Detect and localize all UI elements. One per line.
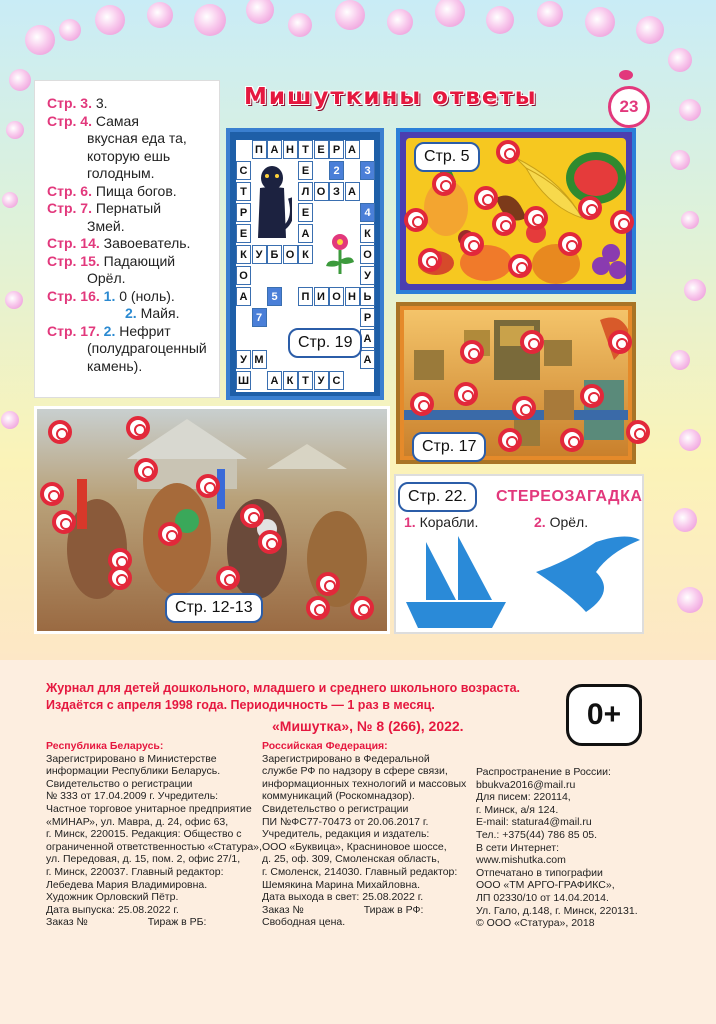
flower-blossom: [2, 192, 18, 208]
crossword-cell: К: [360, 224, 375, 243]
info-line: В сети Интернет:: [476, 841, 559, 854]
info-line: № 333 от 17.04.2009 г. Учредитель:: [46, 790, 219, 803]
answer-text: Пища богов.: [95, 182, 177, 199]
stereo-answer-1: 1. Корабли.: [404, 514, 479, 530]
battle-page-label: Стр. 12-13: [165, 593, 263, 623]
answer-marker-icon: [492, 212, 516, 236]
answer-page-ref: Стр. 3.: [47, 95, 92, 111]
answer-marker-icon: [418, 248, 442, 272]
crossword-cell: Т: [298, 140, 313, 159]
answer-marker-icon: [626, 420, 650, 444]
answer-marker-icon: [558, 232, 582, 256]
answer-marker-icon: [460, 340, 484, 364]
answer-line: [47, 358, 211, 376]
info-line: ПИ №ФС77-70473 от 20.06.2017 г.: [262, 815, 429, 828]
flower-blossom: [677, 587, 703, 613]
info-line: д. 25, оф. 309, Смоленская область,: [262, 853, 440, 866]
answer-line: [47, 235, 211, 253]
crossword-cell: Е: [314, 140, 329, 159]
flower-blossom: [670, 350, 690, 370]
answer-page-ref: Стр. 17.: [47, 322, 100, 339]
crossword-cell: 7: [252, 308, 267, 327]
distribution-info: [476, 766, 638, 930]
crossword-cell: 5: [267, 287, 282, 306]
crossword-cell: Р: [360, 308, 375, 327]
crossword-cell: А: [345, 182, 360, 201]
info-line: ООО «ТМ АРГО-ГРАФИКС»,: [476, 879, 615, 892]
crossword-cell: А: [345, 140, 360, 159]
stereo-heading: СТЕРЕОЗАГАДКА: [496, 488, 643, 505]
crossword-cell: О: [329, 287, 344, 306]
crossword-panel: [226, 128, 384, 400]
flower-blossom: [673, 508, 697, 532]
crossword-cell: Б: [267, 245, 282, 264]
answer-marker-icon: [610, 210, 634, 234]
flower-blossom: [585, 7, 615, 37]
answer-number: 2.: [103, 322, 116, 339]
info-line: Лебедева Мария Владимировна.: [46, 878, 208, 891]
answer-text: 0 (ноль).: [119, 287, 175, 304]
answer-line: [47, 323, 211, 341]
battle-puzzle-panel: [34, 406, 390, 634]
issue-number: «Мишутка», № 8 (266), 2022.: [272, 718, 464, 734]
answer-marker-icon: [52, 510, 76, 534]
answer-text: Нефрит: [119, 322, 171, 339]
crossword-cell: О: [283, 245, 298, 264]
answer-text: Самая: [95, 112, 139, 129]
info-line: Частное торговое унитарное предприятие: [46, 802, 252, 815]
crossword-cell: Т: [298, 371, 313, 390]
answer-marker-icon: [524, 206, 548, 230]
crossword-cell: Р: [329, 140, 344, 159]
crossword-cell: А: [236, 287, 251, 306]
info-line: Дата выпуска: 25.08.2022 г.: [46, 903, 179, 916]
crossword-cell: С: [236, 161, 251, 180]
flower-blossom: [679, 429, 701, 451]
answer-marker-icon: [350, 596, 374, 620]
crossword-cell: У: [252, 245, 267, 264]
info-line: «МИНАР», ул. Мавра, д. 24, офис 63,: [46, 815, 229, 828]
crossword-cell: К: [283, 371, 298, 390]
answer-line: [47, 270, 211, 288]
answer-page-ref: Стр. 4.: [47, 112, 92, 129]
answer-marker-icon: [460, 232, 484, 256]
answer-marker-icon: [520, 330, 544, 354]
info-line: www.mishutka.com: [476, 854, 566, 867]
info-line: г. Минск, 220015. Редакция: Общество с: [46, 828, 242, 841]
answer-text: вкусная еда та,: [87, 130, 187, 146]
answer-text: 3.: [95, 95, 108, 111]
crossword-cell: Н: [345, 287, 360, 306]
crossword-cell: З: [329, 182, 344, 201]
answer-line: [47, 95, 211, 113]
flower-illustration: [320, 230, 360, 274]
flower-blossom: [95, 5, 125, 35]
paw-icon: [619, 70, 633, 80]
flower-blossom: [486, 6, 514, 34]
info-line: службе РФ по надзору в сфере связи,: [262, 765, 448, 778]
info-line: ограниченной ответственностью «Статура»,: [46, 840, 262, 853]
crossword-cell: 4: [360, 203, 375, 222]
answer-text: Падающий: [103, 252, 176, 269]
answer-page-ref: Стр. 15.: [47, 252, 100, 269]
answer-marker-icon: [196, 474, 220, 498]
answer-line: [47, 183, 211, 201]
crossword-cell: Е: [298, 161, 313, 180]
magazine-description: Журнал для детей дошкольного, младшего и среднего школьного возраста. Издаётся с апреля 1998 года. Периодичность — 1 раз в месяц.: [46, 681, 521, 712]
flower-blossom: [681, 211, 699, 229]
info-line: информации Республики Беларусь.: [46, 765, 221, 778]
info-line: ООО «Буквица», Красниновое шоссе,: [262, 840, 447, 853]
answer-marker-icon: [498, 428, 522, 452]
answer-number: 1.: [103, 287, 116, 304]
info-line: E-mail: statura4@mail.ru: [476, 816, 592, 829]
answer-marker-icon: [40, 482, 64, 506]
answer-marker-icon: [410, 392, 434, 416]
answer-page-ref: Стр. 16.: [47, 287, 100, 304]
crossword-cell: А: [267, 140, 282, 159]
answer-page-ref: Стр. 7.: [47, 200, 92, 216]
info-line: коммуникаций (Роскомнадзор).: [262, 790, 415, 803]
answer-marker-icon: [404, 208, 428, 232]
crossword-cell: 3: [360, 161, 375, 180]
info-line: Распространение в России:: [476, 766, 611, 778]
answer-text: которую ешь: [87, 147, 171, 164]
info-line: г. Смоленск, 214030. Главный редактор:: [262, 865, 458, 878]
flower-blossom: [684, 279, 706, 301]
crossword-page-label: Стр. 19: [288, 328, 362, 358]
crossword-cell: Е: [298, 203, 313, 222]
flower-blossom: [288, 13, 312, 37]
info-line: bbukva2016@mail.ru: [476, 778, 576, 791]
info-line: Художник Орловский Пётр.: [46, 891, 179, 904]
age-rating-badge: 0+: [566, 684, 642, 746]
answer-text: Орёл.: [87, 270, 126, 286]
stereo-answer-2: 2. Орёл.: [534, 514, 589, 530]
answer-text: голодным.: [87, 165, 155, 181]
crossword-cell: К: [298, 245, 313, 264]
answer-marker-icon: [108, 566, 132, 590]
crossword-cell: М: [252, 350, 267, 369]
flower-blossom: [5, 291, 23, 309]
answer-marker-icon: [134, 458, 158, 482]
page-title: Мишуткины ответы: [244, 84, 538, 110]
answer-marker-icon: [432, 172, 456, 196]
answer-text: Завоеватель.: [103, 235, 191, 251]
info-line: г. Минск, а/я 124.: [476, 803, 559, 816]
russia-info: Российская Федерация: Зарегистрировано в Федеральной службе РФ по надзору в сфере связи, информационных технологий и массовых коммуникаций (Роскомнадзор). Свидетельство о регистрации ПИ №ФС77-70473 от 20.06.2017 г. Учредитель, редакция и издатель: ООО «Буквица», Красниновое шоссе, д. 25, оф. 309, Смоленская область, г. Смоленск, 214030. Главный редактор: Шемякина Марина Михайловна. Дата выхода в свет: 25.08.2022 г. Заказ № Тираж в РФ: Свободная цена.: [262, 740, 467, 929]
answer-line: [47, 218, 211, 236]
crossword-cell: О: [360, 245, 375, 264]
crossword-cell: Л: [298, 182, 313, 201]
flower-blossom: [1, 411, 19, 429]
info-line: информационных технологий и массовых: [262, 777, 467, 790]
flower-blossom: [668, 48, 692, 72]
info-line: Дата выхода в свет: 25.08.2022 г.: [262, 891, 424, 904]
answer-marker-icon: [158, 522, 182, 546]
crossword-cell: У: [360, 266, 375, 285]
answer-marker-icon: [258, 530, 282, 554]
flower-blossom: [9, 69, 31, 91]
answer-line: [47, 200, 211, 218]
crossword-cell: У: [314, 371, 329, 390]
answer-marker-icon: [560, 428, 584, 452]
flower-blossom: [147, 2, 173, 28]
answer-text: Майя.: [140, 305, 180, 321]
answer-marker-icon: [316, 572, 340, 596]
crossword-cell: А: [298, 224, 313, 243]
info-line: г. Минск, 220037. Главный редактор:: [46, 865, 224, 878]
info-line: Свидетельство о регистрации: [46, 777, 193, 790]
answer-marker-icon: [496, 140, 520, 164]
crossword-cell: А: [360, 329, 375, 348]
answer-line: [47, 340, 211, 358]
info-line: ул. Передовая, д. 15, пом. 2, офис 27/1,: [46, 853, 241, 866]
crossword-cell: Ш: [236, 371, 251, 390]
info-line: Учредитель, редакция и издатель:: [262, 828, 430, 841]
crossword-cell: О: [236, 266, 251, 285]
crossword-cell: П: [298, 287, 313, 306]
fruit-page-label: Стр. 5: [414, 142, 480, 172]
belarus-info: Республика Беларусь: Зарегистрировано в Министерстве информации Республики Беларусь. Свидетельство о регистрации № 333 от 17.04.2009 г. Учредитель: Частное торговое унитарное предприятие «МИНАР», ул. Мавра, д. 24, офис 63, г. Минск, 220015. Редакция: Общество с ограниченной ответственностью «Статура», ул. Передовая, д. 15, пом. 2, офис 27/1, г. Минск, 220037. Главный редактор: Лебедева Мария Владимировна. Художник Орловский Пётр. Дата выпуска: 25.08.2022 г. Заказ № Тираж в РБ:: [46, 740, 262, 929]
flower-blossom: [537, 1, 563, 27]
info-line: Для писем: 220114,: [476, 791, 571, 804]
answers-list: [34, 80, 220, 398]
crossword-cell: Р: [236, 203, 251, 222]
flower-blossom: [25, 25, 55, 55]
answer-page-ref: Стр. 6.: [47, 182, 92, 199]
answer-number: 2.: [125, 305, 137, 321]
flower-blossom: [679, 99, 701, 121]
answer-line: [47, 113, 211, 131]
panther-illustration: [252, 158, 292, 248]
flower-blossom: [636, 16, 664, 44]
info-line: ЛП 02330/10 от 14.04.2014.: [476, 891, 609, 904]
info-line: Зарегистрировано в Министерстве: [46, 752, 217, 765]
answer-text: Пернатый: [95, 200, 162, 216]
flower-blossom: [387, 9, 413, 35]
crossword-cell: И: [314, 287, 329, 306]
flower-blossom: [6, 121, 24, 139]
info-line: Зарегистрировано в Федеральной: [262, 752, 430, 765]
page-number: 23: [608, 86, 650, 128]
stereo-page-label: Стр. 22.: [398, 482, 477, 512]
answer-marker-icon: [216, 566, 240, 590]
crossword-cell: А: [360, 350, 375, 369]
crossword-cell: 2: [329, 161, 344, 180]
answer-line: [47, 288, 211, 306]
flower-blossom: [670, 150, 690, 170]
answer-marker-icon: [608, 330, 632, 354]
answer-marker-icon: [306, 596, 330, 620]
info-line: © ООО «Статура», 2018: [476, 917, 595, 930]
crossword-cell: К: [236, 245, 251, 264]
crossword-cell: А: [267, 371, 282, 390]
answer-line: [47, 130, 211, 148]
answer-marker-icon: [240, 504, 264, 528]
answer-marker-icon: [454, 382, 478, 406]
answer-marker-icon: [512, 396, 536, 420]
answer-page-ref: Стр. 14.: [47, 235, 100, 251]
answer-line: [47, 148, 211, 166]
info-line: Шемякина Марина Михайловна.: [262, 878, 421, 891]
info-line: Тел.: +375(44) 786 85 05.: [476, 828, 598, 841]
stereo-illustration: [396, 532, 642, 632]
answer-line: [47, 253, 211, 271]
flower-blossom: [194, 4, 226, 36]
crossword-cell: Е: [236, 224, 251, 243]
answer-line: [47, 305, 211, 323]
flower-blossom: [59, 19, 81, 41]
answer-text: (полудрагоценный: [87, 340, 207, 356]
info-line: Свидетельство о регистрации: [262, 802, 409, 815]
answer-marker-icon: [48, 420, 72, 444]
answer-marker-icon: [508, 254, 532, 278]
crossword-cell: С: [329, 371, 344, 390]
answer-text: камень).: [87, 357, 143, 374]
crossword-cell: Т: [236, 182, 251, 201]
crossword-cell: Н: [283, 140, 298, 159]
answer-marker-icon: [474, 186, 498, 210]
info-line: Ул. Гало, д.148, г. Минск, 220131.: [476, 904, 638, 917]
answer-marker-icon: [578, 196, 602, 220]
mayan-page-label: Стр. 17: [412, 432, 486, 462]
info-line: Отпечатано в типографии: [476, 866, 603, 879]
crossword-cell: О: [314, 182, 329, 201]
crossword-cell: У: [236, 350, 251, 369]
answer-marker-icon: [580, 384, 604, 408]
answer-line: [47, 165, 211, 183]
flower-blossom: [246, 0, 274, 24]
answer-marker-icon: [126, 416, 150, 440]
flower-blossom: [435, 0, 465, 27]
crossword-cell: П: [252, 140, 267, 159]
flower-blossom: [335, 0, 365, 30]
crossword-cell: Ь: [360, 287, 375, 306]
answer-text: Змей.: [87, 217, 125, 234]
